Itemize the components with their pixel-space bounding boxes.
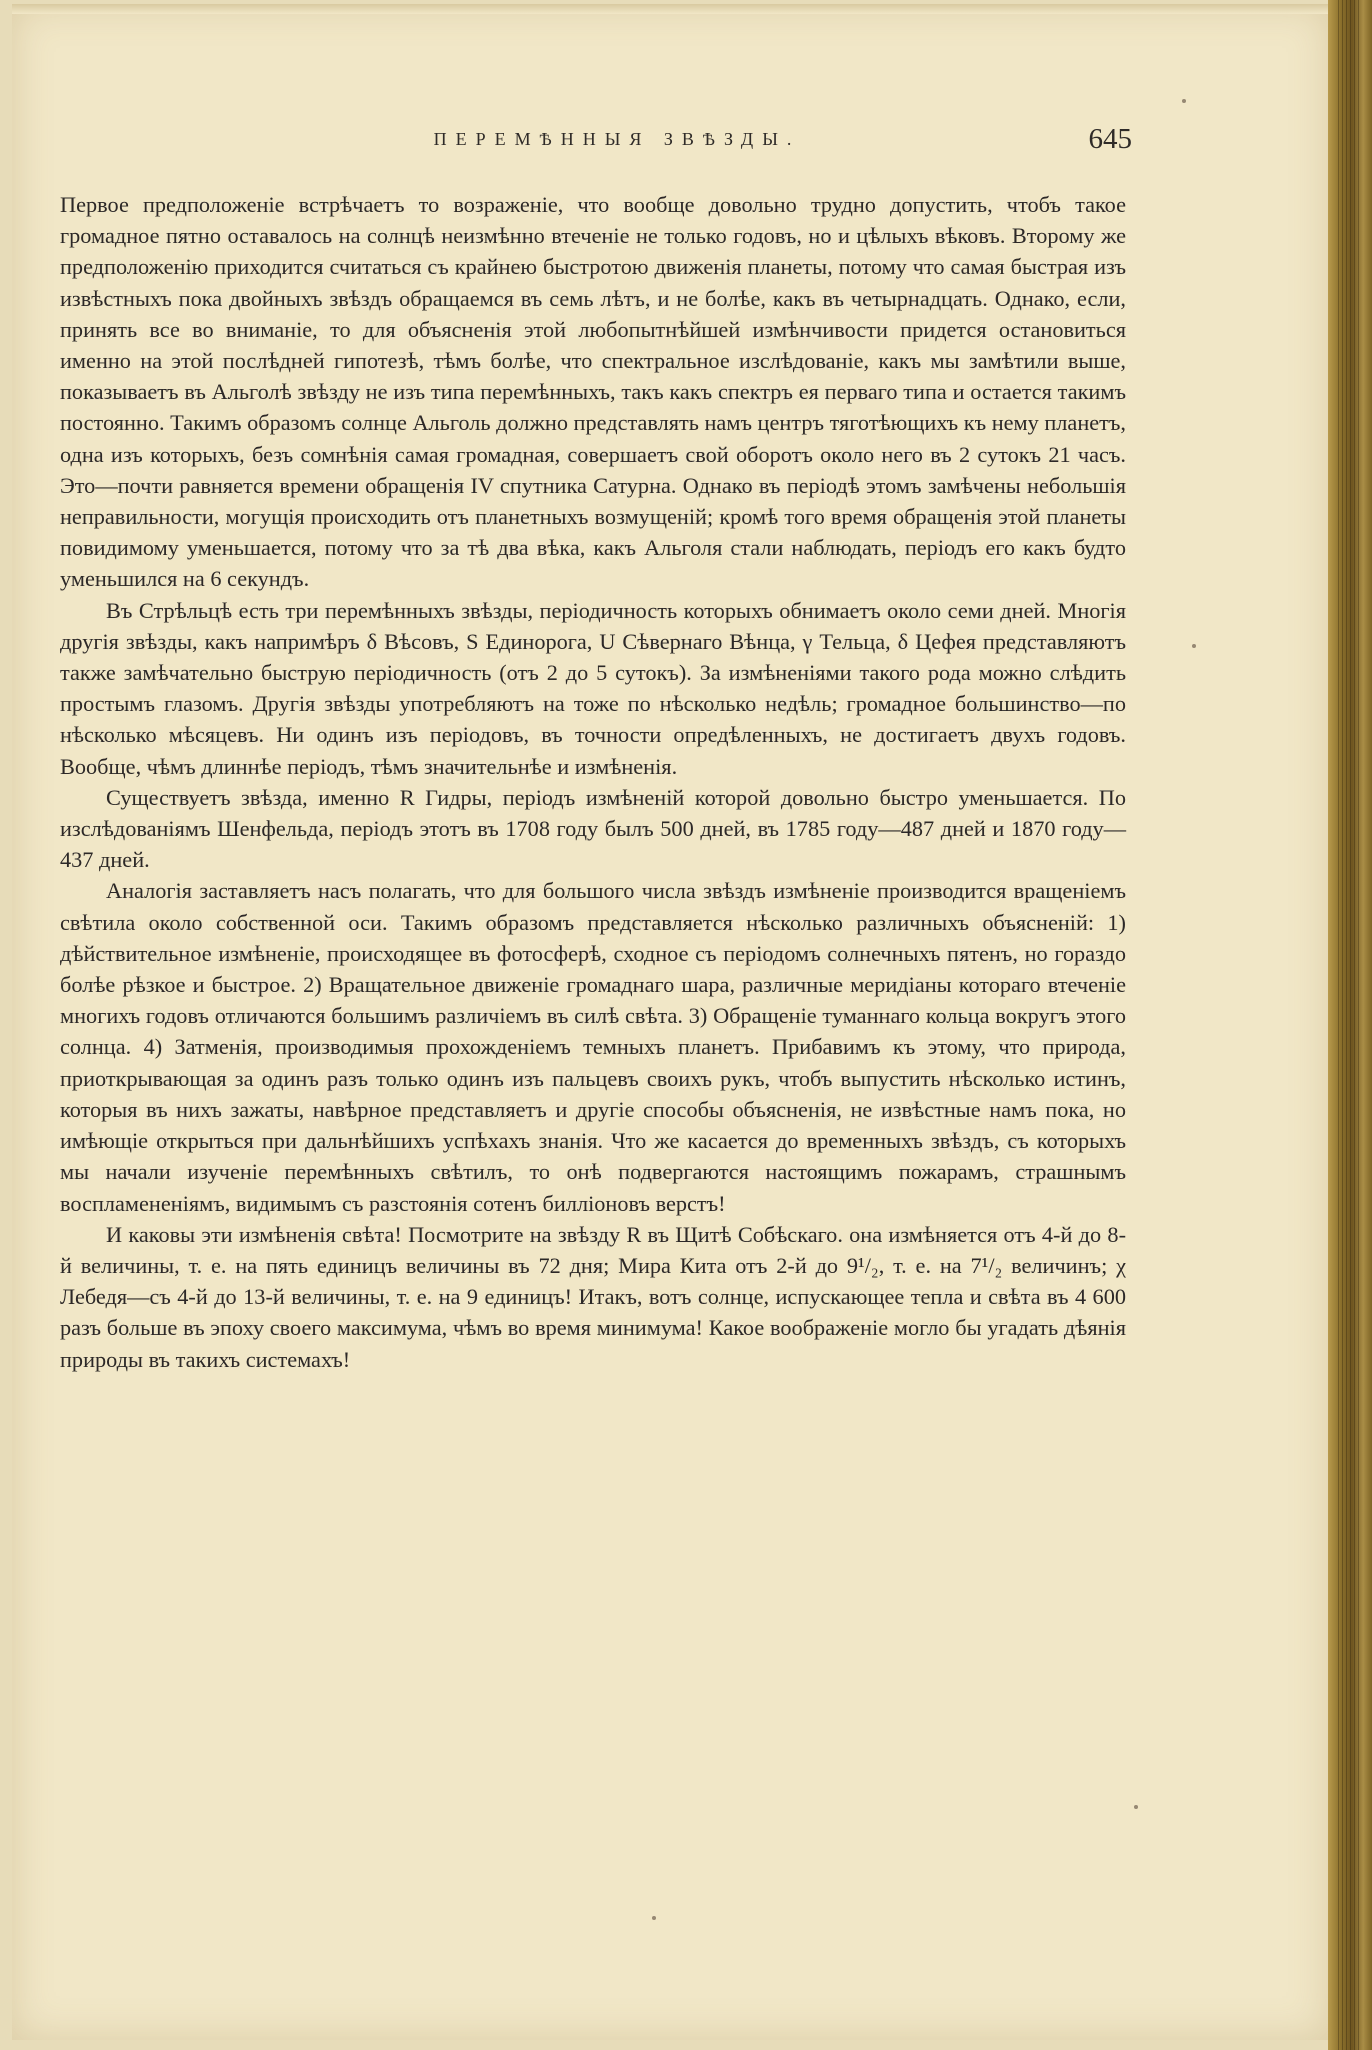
running-head [102, 119, 1132, 159]
ink-speck [1182, 99, 1186, 103]
page-top-edge [12, 4, 1330, 14]
paragraph: Аналогія заставляетъ насъ полагать, что для большого числа звѣздъ измѣненіе производится вращеніемъ свѣтила около собственной оси. Такимъ образомъ представляется нѣсколько различныхъ объясненій: 1) дѣйствительное измѣненіе, происходящее въ фотосферѣ, сходное съ періодомъ солнечныхъ пятенъ, но гораздо болѣе рѣзкое и быстрое. 2) Вращательное движеніе громаднаго шара, различные меридіаны котораго втеченіе многихъ годовъ отличаются большимъ различіемъ въ силѣ свѣта. 3) Обращеніе туманнаго кольца вокругъ этого солнца. 4) Затменія, производимыя прохожденіемъ темныхъ планетъ. Прибавимъ къ этому, что природа, приоткрывающая за одинъ разъ только одинъ изъ пальцевъ своихъ рукъ, чтобъ выпустить нѣсколько истинъ, которыя въ нихъ зажаты, навѣрное представляетъ и другіе способы объясненія, не извѣстные намъ пока, но имѣющіе открыться при дальнѣйшихъ успѣхахъ знанія. Что же касается до временныхъ звѣздъ, съ которыхъ мы начали изученіе перемѣнныхъ свѣтилъ, то онѣ подвергаются настоящимъ пожарамъ, страшнымъ воспламененіямъ, видимымъ съ разстоянія сотенъ билліоновъ верстъ! [60, 878, 1126, 1216]
paragraph: Первое предположеніе встрѣчаетъ то возраженіе, что вообще довольно трудно допустить, чтобъ такое громадное пятно оставалось на солнцѣ неизмѣнно втеченіе не только годовъ, но и цѣлыхъ вѣковъ. Второму же предположенію приходится считаться съ крайнею быстротою движенія планеты, потому что самая быстрая изъ извѣстныхъ пока двойныхъ звѣздъ обращаемся въ семь лѣтъ, и не болѣе, какъ въ четырнадцать. Однако, если, принять все во вниманіе, то для объясненія этой любопытнѣйшей измѣнчивости придется остановиться именно на этой послѣдней гипотезѣ, тѣмъ болѣе, что спектральное изслѣдованіе, какъ мы замѣтили выше, показываетъ въ Альголѣ звѣзду не изъ типа перемѣнныхъ, такъ какъ спектръ ея перваго типа и остается такимъ постоянно. Такимъ образомъ солнце Альголь должно представлять намъ центръ тяготѣющихъ къ нему планетъ, одна изъ которыхъ, безъ сомнѣнія самая громадная, совершаетъ свой оборотъ около него въ 2 сутокъ 21 часъ. Это—почти равняется времени обращенія IV спутника Сатурна. Однако въ періодѣ этомъ замѣчены небольшія неправильности, могущія происходить отъ планетныхъ возмущеній; кромѣ того время обращенія этой планеты повидимому уменьшается, потому что за тѣ два вѣка, какъ Альголя стали наблюдать, періодъ его какъ будто уменьшился на 6 секундъ. [60, 192, 1126, 592]
book-spine-edge [1328, 0, 1372, 2050]
body-text [60, 189, 1126, 1375]
paragraph: Въ Стрѣльцѣ есть три перемѣнныхъ звѣзды, періодичность которыхъ обнимаетъ около семи дней. Многія другія звѣзды, какъ напримѣръ δ Вѣсовъ, S Единорога, U Сѣвернаго Вѣнца, γ Тельца, δ Цефея представляютъ также замѣчательно быструю періодичность (отъ 2 до 5 сутокъ). За измѣненіями такого рода можно слѣдить простымъ глазомъ. Другія звѣзды употребляютъ на тоже по нѣсколько недѣль; громадное большинство—по нѣсколько мѣсяцевъ. Ни одинъ изъ періодовъ, въ точности опредѣленныхъ, не достигаетъ двухъ годовъ. Вообще, чѣмъ длиннѣе періодъ, тѣмъ значительнѣе и измѣненія. [60, 597, 1126, 779]
ink-speck [1192, 644, 1196, 648]
book-page [12, 4, 1330, 2040]
paragraph: И каковы эти измѣненія свѣта! Посмотрите на звѣзду R въ Щитѣ Собѣскаго. она измѣняется отъ 4-й до 8-й величины, т. е. на пять единицъ величины въ 72 дня; Мира Кита отъ 2-й до 9¹/₂, т. е. на 7¹/₂ величинъ; χ Лебедя—съ 4-й до 13-й величины, т. е. на 9 единицъ! Итакъ, вотъ солнце, испускающее тепла и свѣта въ 4 600 разъ больше въ эпоху своего максимума, чѣмъ во время минимума! Какое воображеніе могло бы угадать дѣянія природы въ такихъ системахъ! [60, 1221, 1126, 1372]
paragraph: Существуетъ звѣзда, именно R Гидры, періодъ измѣненій которой довольно быстро уменьшается. По изслѣдованіямъ Шенфельда, періодъ этотъ въ 1708 году былъ 500 дней, въ 1785 году—487 дней и 1870 году—437 дней. [60, 784, 1126, 873]
spine-texture [1338, 0, 1362, 2050]
running-title: ПЕРЕМѢННЫЯ ЗВѢЗДЫ. [433, 129, 801, 149]
ink-speck [1134, 1805, 1138, 1809]
page-number: 645 [1088, 123, 1132, 155]
ink-speck [652, 1916, 656, 1920]
